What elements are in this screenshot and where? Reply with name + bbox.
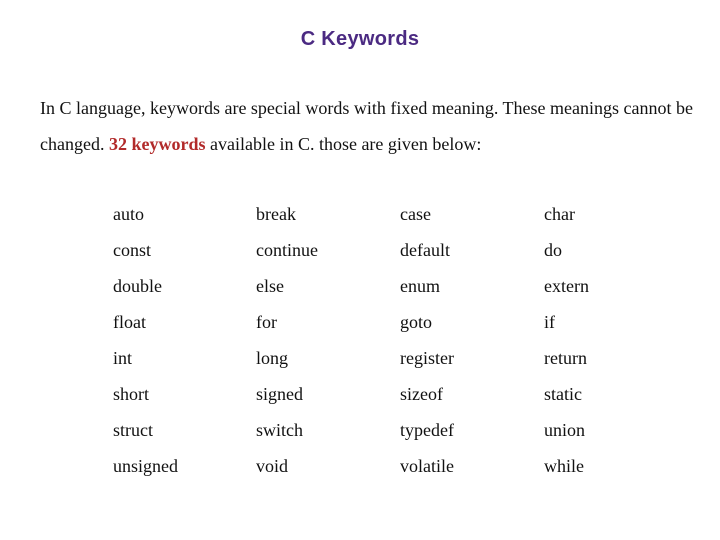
keyword-cell: long [256,347,289,368]
keyword-cell: union [544,419,586,440]
keyword-cell: const [113,239,151,260]
keyword-row [113,196,664,232]
keyword-cell: float [113,311,146,332]
keyword-row [113,304,664,340]
keyword-cell: unsigned [113,455,178,476]
keyword-cell: case [400,203,431,224]
keyword-row [113,412,664,448]
keyword-row [113,340,664,376]
keyword-cell: do [544,239,562,260]
keyword-cell: char [544,203,575,224]
intro-text-part1: In C language, keywords are special words with fixed meaning. These meanings cannot be changed. [40,98,693,154]
keyword-cell: void [256,455,289,476]
keyword-count-highlight: 32 keywords [108,134,206,154]
keyword-cell: break [256,203,296,224]
keyword-cell: for [256,311,277,332]
keyword-row [113,268,664,304]
keywords-table-body [113,196,664,484]
keyword-cell: if [544,311,555,332]
intro-paragraph [40,90,700,162]
keyword-cell: default [400,239,450,260]
page-title: C Keywords [300,28,420,50]
keyword-cell: register [400,347,454,368]
keyword-cell: continue [256,239,318,260]
intro-text-part2: available in C. those are given below: [209,134,482,154]
keyword-cell: return [544,347,587,368]
keyword-cell: double [113,275,162,296]
keyword-cell: goto [400,311,433,332]
keyword-cell: short [113,383,149,404]
keyword-cell: sizeof [400,383,443,404]
keyword-cell: typedef [400,419,454,440]
keyword-cell: switch [256,419,303,440]
keyword-cell: int [113,347,133,368]
keyword-cell: else [256,275,284,296]
keyword-row [113,376,664,412]
keyword-cell: signed [256,383,303,404]
keyword-cell: auto [113,203,144,224]
keywords-table [113,196,664,484]
keyword-cell: static [544,383,582,404]
keyword-cell: volatile [400,455,454,476]
keyword-cell: extern [544,275,589,296]
keyword-row [113,448,664,484]
keyword-cell: while [544,455,584,476]
keyword-cell: enum [400,275,440,296]
keyword-cell: struct [113,419,153,440]
keyword-row [113,232,664,268]
